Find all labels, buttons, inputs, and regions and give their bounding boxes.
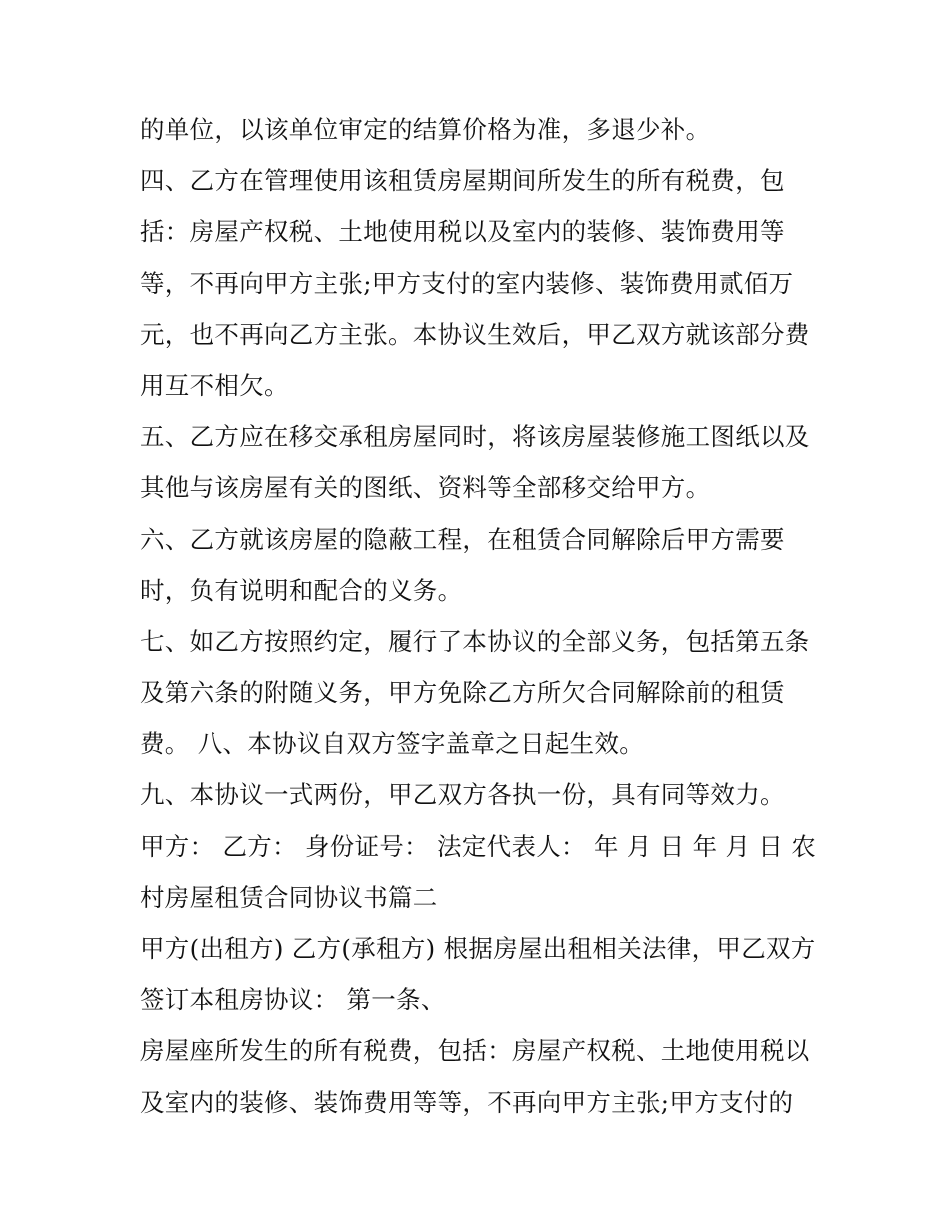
text-line-3: 括：房屋产权税、土地使用税以及室内的装修、装饰费用等	[140, 217, 785, 247]
text-line-2: 四、乙方在管理使用该租赁房屋期间所发生的所有税费，包	[140, 166, 785, 196]
text-line-10: 时，负有说明和配合的义务。	[140, 575, 463, 605]
text-line-19: 房屋座所发生的所有税费，包括：房屋产权税、土地使用税以	[140, 1036, 810, 1066]
text-line-18: 签订本租房协议： 第一条、	[140, 985, 446, 1015]
text-line-6: 用互不相欠。	[140, 370, 289, 400]
text-line-7: 五、乙方应在移交承租房屋同时，将该房屋装修施工图纸以及	[140, 422, 810, 452]
text-line-8: 其他与该房屋有关的图纸、资料等全部移交给甲方。	[140, 473, 711, 503]
text-line-1: 的单位，以该单位审定的结算价格为准，多退少补。	[140, 115, 711, 144]
text-line-11: 七、如乙方按照约定，履行了本协议的全部义务，包括第五条	[140, 626, 810, 656]
text-line-15: 甲方： 乙方： 身份证号： 法定代表人： 年 月 日 年 月 日 农	[140, 831, 817, 861]
text-line-17: 甲方(出租方) 乙方(承租方) 根据房屋出租相关法律，甲乙双方	[140, 934, 816, 963]
document-body	[140, 104, 820, 1128]
text-line-16: 村房屋租赁合同协议书篇二	[140, 882, 438, 912]
text-line-5: 元，也不再向乙方主张。本协议生效后，甲乙双方就该部分费	[140, 319, 810, 349]
text-line-14: 九、本协议一式两份，甲乙双方各执一份，具有同等效力。	[140, 780, 785, 810]
text-line-12: 及第六条的附随义务，甲方免除乙方所欠合同解除前的租赁	[140, 678, 785, 708]
text-line-20: 及室内的装修、装饰费用等等，不再向甲方主张;甲方支付的	[140, 1087, 794, 1117]
text-line-13: 费。 八、本协议自双方签字盖章之日起生效。	[140, 729, 645, 759]
text-line-9: 六、乙方就该房屋的隐蔽工程，在租赁合同解除后甲方需要	[140, 524, 785, 554]
text-line-4: 等，不再向甲方主张;甲方支付的室内装修、装饰费用贰佰万	[140, 268, 794, 298]
